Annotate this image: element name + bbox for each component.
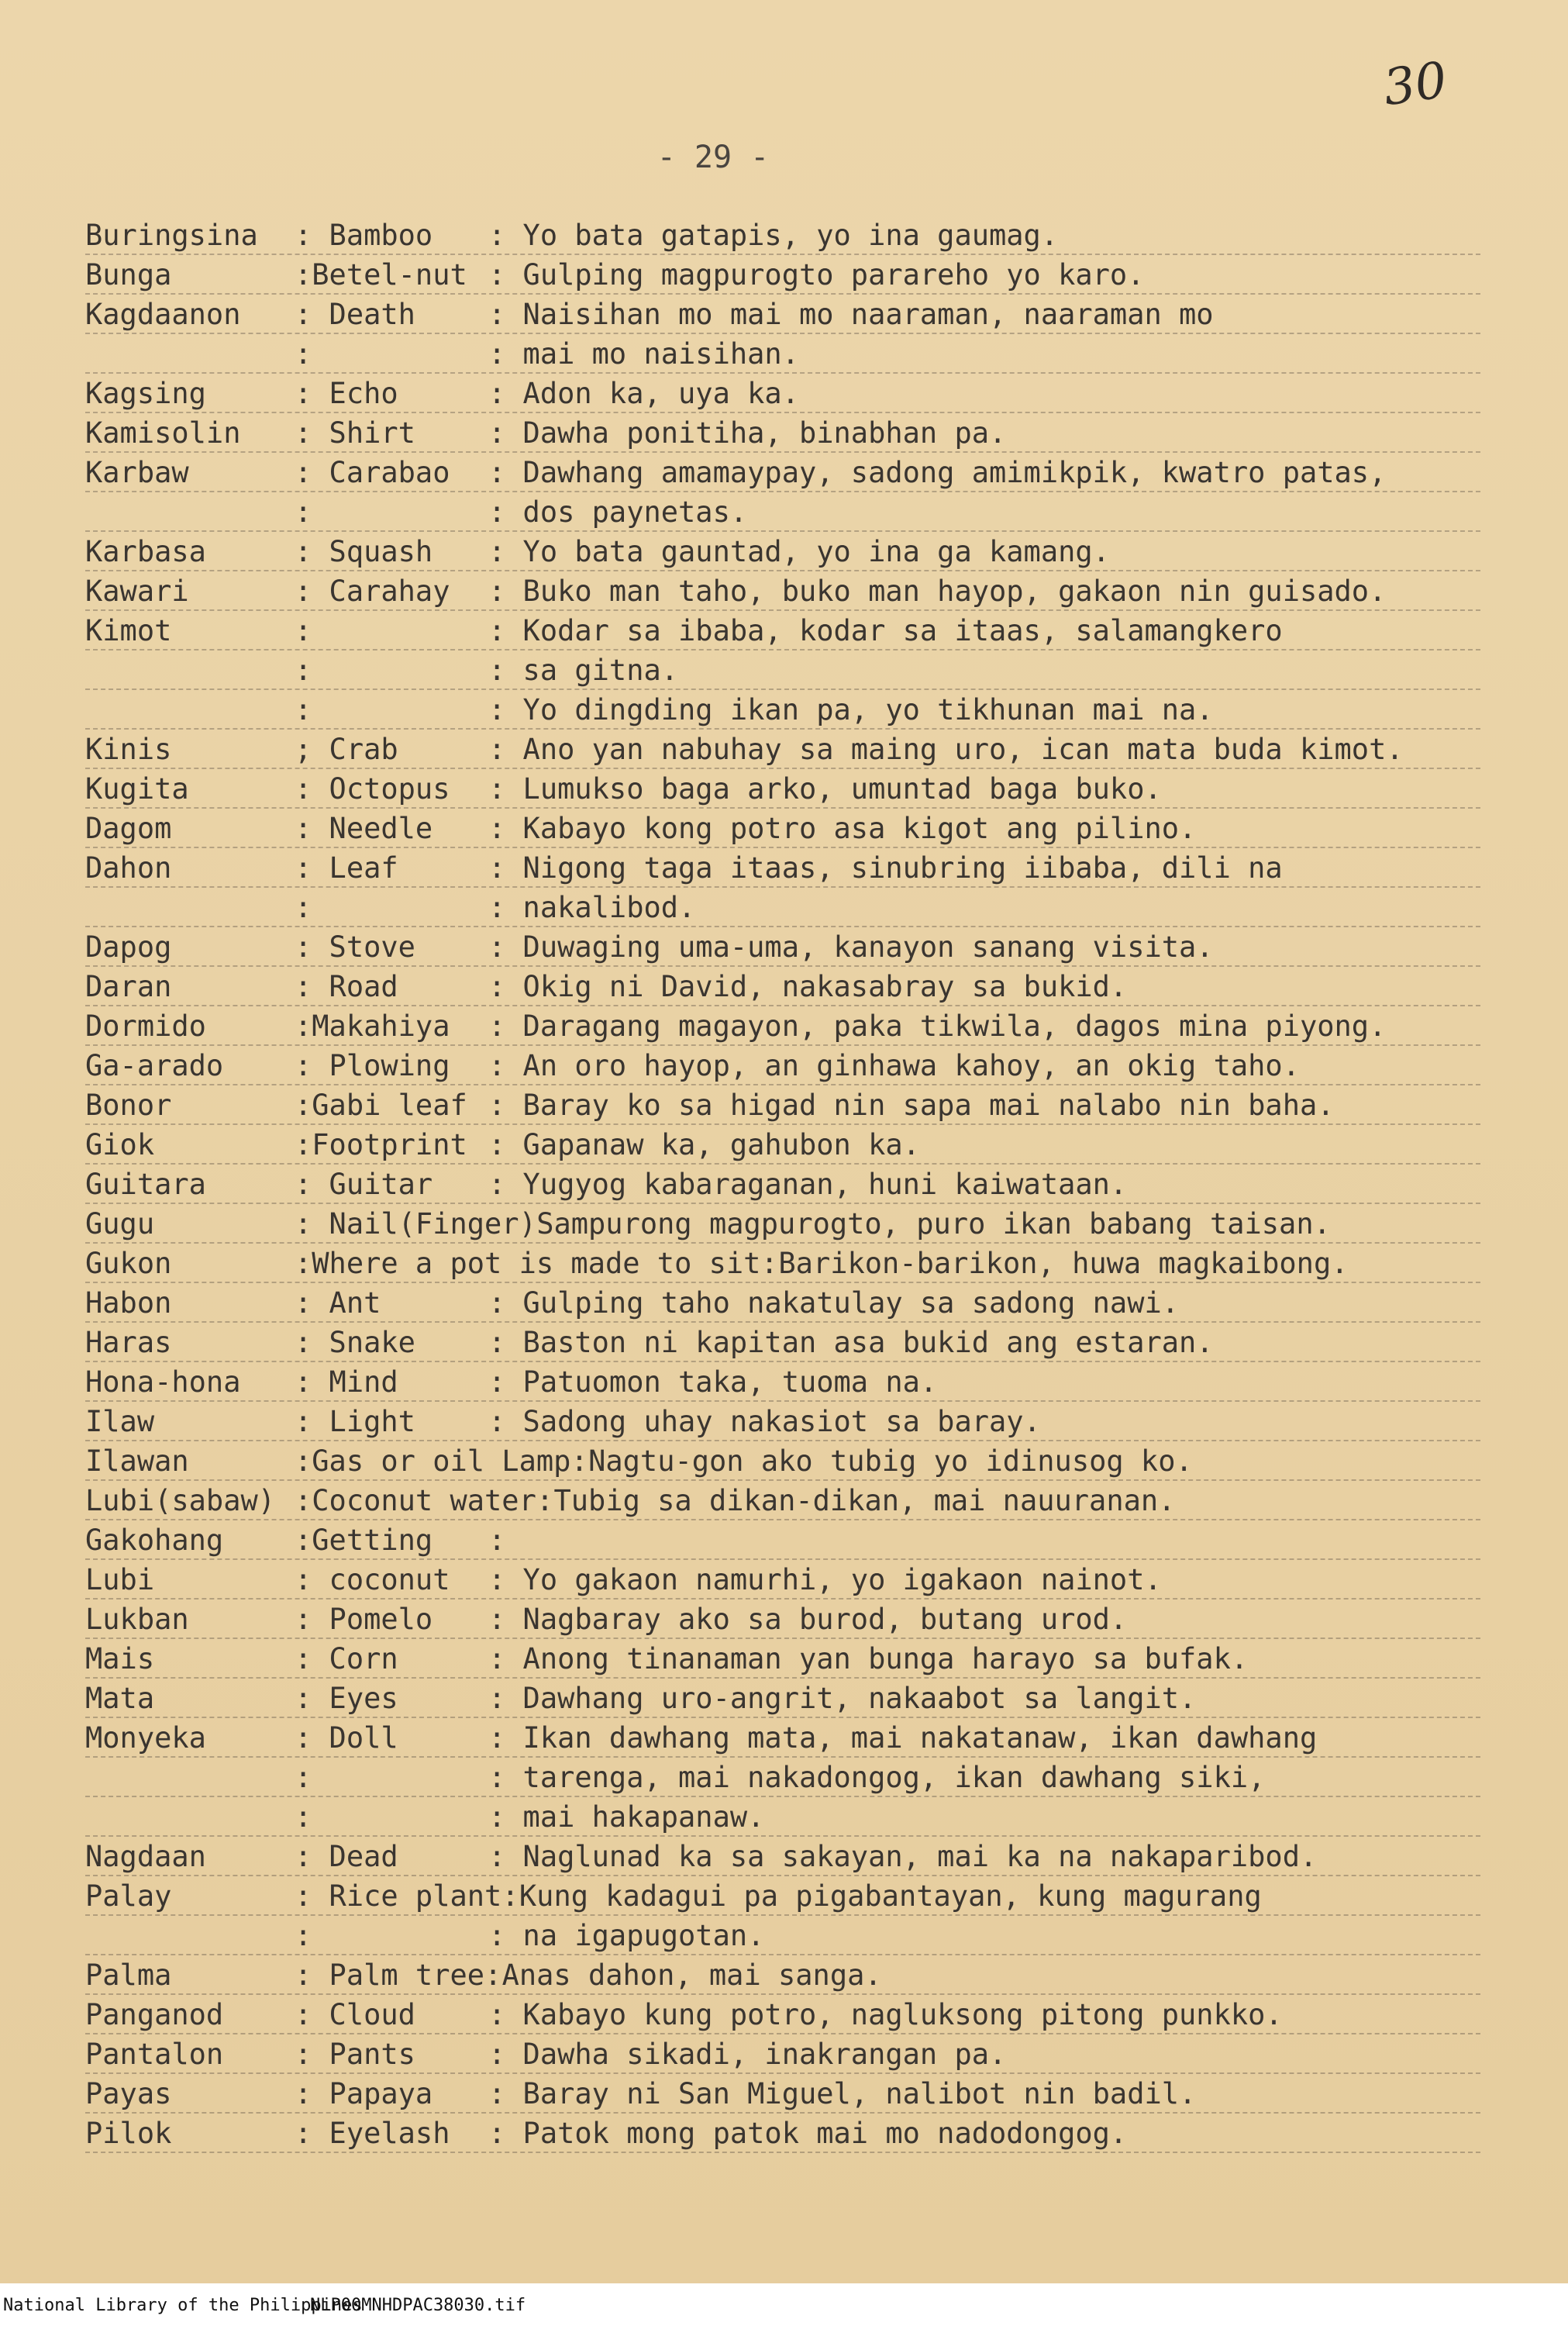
riddle-word: Guitara <box>85 1168 206 1201</box>
riddle-word: Kamisolin <box>85 416 241 450</box>
riddle-row <box>85 413 1480 453</box>
riddle-word: Kinis <box>85 733 172 766</box>
riddle-text: : Gapanaw ka, gahubon ka. <box>488 1128 920 1161</box>
riddle-row <box>85 1837 1480 1876</box>
riddle-english: : Death <box>295 298 415 331</box>
riddle-word: Ilaw <box>85 1405 155 1438</box>
riddle-english: : Leaf <box>295 851 398 885</box>
riddle-row <box>85 1283 1480 1323</box>
riddle-english: : coconut <box>295 1563 450 1596</box>
riddle-english: : <box>295 495 312 529</box>
riddle-text: : Anong tinanaman yan bunga harayo sa bufak. <box>488 1642 1249 1675</box>
riddle-row <box>85 1165 1480 1204</box>
riddle-english: : <box>295 1761 312 1794</box>
riddle-english: : Squash <box>295 535 433 568</box>
riddle-text: : Naglunad ka sa sakayan, mai ka na nakaparibod. <box>488 1840 1318 1873</box>
riddle-english: : Plowing <box>295 1049 450 1082</box>
riddle-english: : Carabao <box>295 456 450 489</box>
riddle-english: : Octopus <box>295 772 450 806</box>
riddle-english: : Stove <box>295 930 415 964</box>
riddle-english: : Light <box>295 1405 415 1438</box>
riddle-text: Anas dahon, mai sanga. <box>501 1958 882 1992</box>
riddle-word: Mais <box>85 1642 155 1675</box>
riddle-word: Palma <box>85 1958 172 1992</box>
riddle-english: : Pomelo <box>295 1603 433 1636</box>
riddle-text: : Baray ko sa higad nin sapa mai nalabo nin baha. <box>488 1089 1335 1122</box>
riddle-word: Gukon <box>85 1247 172 1280</box>
riddle-english: :Gas or oil Lamp: <box>295 1444 588 1478</box>
riddle-text: : mai hakapanaw. <box>488 1800 765 1834</box>
riddle-text: Nagtu-gon ako tubig yo idinusog ko. <box>588 1444 1193 1478</box>
riddle-word: Gakohang <box>85 1524 224 1557</box>
riddle-row <box>85 1520 1480 1560</box>
riddle-text: : Gulping magpurogto parareho yo karo. <box>488 258 1145 292</box>
riddle-row <box>85 1362 1480 1402</box>
riddle-text: : Baston ni kapitan asa bukid ang estaran. <box>488 1326 1214 1359</box>
riddle-row <box>85 1204 1480 1244</box>
riddle-text: : tarenga, mai nakadongog, ikan dawhang siki, <box>488 1761 1266 1794</box>
riddle-text: Tubig sa dikan-dikan, mai nauuranan. <box>553 1484 1176 1517</box>
riddle-word: Giok <box>85 1128 155 1161</box>
riddle-english: :Betel-nut <box>295 258 467 292</box>
riddle-english: : <box>295 1919 312 1952</box>
riddle-text: : Patuomon taka, tuoma na. <box>488 1365 938 1399</box>
riddle-text: : Nagbaray ako sa burod, butang urod. <box>488 1603 1128 1636</box>
riddle-row <box>85 927 1480 967</box>
riddle-text: : Kabayo kung potro, nagluksong pitong punkko. <box>488 1998 1283 2031</box>
riddle-english: : <box>295 614 312 647</box>
riddle-english: :Getting <box>295 1524 433 1557</box>
riddle-text: : mai mo naisihan. <box>488 337 799 371</box>
riddle-english: : Eyes <box>295 1682 398 1715</box>
riddle-row <box>85 1600 1480 1639</box>
riddle-text: : Duwaging uma-uma, kanayon sanang visita. <box>488 930 1214 964</box>
riddle-word: Pantalon <box>85 2038 224 2071</box>
riddle-text: : Yo bata gatapis, yo ina gaumag. <box>488 219 1059 252</box>
riddle-english: :Makahiya <box>295 1009 450 1043</box>
riddle-english: :Where a pot is made to sit: <box>295 1247 778 1280</box>
riddle-text: : Okig ni David, nakasabray sa bukid. <box>488 970 1128 1003</box>
riddle-word: Kugita <box>85 772 189 806</box>
riddle-text: : Ikan dawhang mata, mai nakatanaw, ikan dawhang <box>488 1721 1318 1755</box>
riddle-english: : Needle <box>295 812 433 845</box>
riddle-row <box>85 2034 1480 2074</box>
riddle-row <box>85 730 1480 769</box>
riddle-word: Dormido <box>85 1009 206 1043</box>
riddle-word: Lubi(sabaw) <box>85 1484 276 1517</box>
riddle-english: : <box>295 1800 312 1834</box>
riddle-text: : Ano yan nabuhay sa maing uro, ican mata buda kimot. <box>488 733 1404 766</box>
riddle-word: Kimot <box>85 614 172 647</box>
riddle-text: : Dawha sikadi, inakrangan pa. <box>488 2038 1007 2071</box>
riddle-row <box>85 1125 1480 1165</box>
riddle-row <box>85 453 1480 492</box>
riddle-text: : Dawhang uro-angrit, nakaabot sa langit. <box>488 1682 1197 1715</box>
riddle-word: Bunga <box>85 258 172 292</box>
riddle-text: : Dawhang amamaypay, sadong amimikpik, kwatro patas, <box>488 456 1387 489</box>
riddle-row <box>85 1955 1480 1995</box>
riddle-row <box>85 1085 1480 1125</box>
riddle-english: : Shirt <box>295 416 415 450</box>
riddle-row <box>85 690 1480 730</box>
riddle-text: : Yo gakaon namurhi, yo igakaon nainot. <box>488 1563 1162 1596</box>
riddle-text: : Dawha ponitiha, binabhan pa. <box>488 416 1007 450</box>
riddle-row <box>85 1006 1480 1046</box>
riddle-row <box>85 1481 1480 1520</box>
riddle-english: : Cloud <box>295 1998 415 2031</box>
riddle-english: : Pants <box>295 2038 415 2071</box>
riddle-word: Pilok <box>85 2117 172 2150</box>
riddle-english: : Nail(Finger) <box>295 1207 536 1241</box>
riddle-english: ; Crab <box>295 733 398 766</box>
riddle-row <box>85 492 1480 532</box>
riddle-text: : na igapugotan. <box>488 1919 765 1952</box>
riddle-word: Hona-hona <box>85 1365 241 1399</box>
riddle-english: : <box>295 337 312 371</box>
riddle-word: Payas <box>85 2077 172 2110</box>
riddle-row <box>85 1441 1480 1481</box>
riddle-text: : Lumukso baga arko, umuntad baga buko. <box>488 772 1162 806</box>
riddle-text: : An oro hayop, an ginhawa kahoy, an okig taho. <box>488 1049 1300 1082</box>
riddle-text: Sampurong magpurogto, puro ikan babang taisan. <box>536 1207 1331 1241</box>
riddle-word: Bonor <box>85 1089 172 1122</box>
riddle-english: : Rice plant: <box>295 1879 519 1913</box>
riddle-text: : <box>488 1524 506 1557</box>
riddle-english: : Ant <box>295 1286 381 1320</box>
riddle-row <box>85 1560 1480 1600</box>
riddle-row <box>85 1639 1480 1679</box>
riddle-word: Panganod <box>85 1998 224 2031</box>
riddle-word: Dahon <box>85 851 172 885</box>
riddle-row <box>85 1876 1480 1916</box>
riddle-word: Dapog <box>85 930 172 964</box>
riddle-text: : Kodar sa ibaba, kodar sa itaas, salamangkero <box>488 614 1283 647</box>
riddle-word: Kagsing <box>85 377 206 410</box>
footer-filename: NLP00MNHDPAC38030.tif <box>310 2296 526 2315</box>
riddle-english: :Footprint <box>295 1128 467 1161</box>
riddle-list <box>85 216 1480 2153</box>
riddle-english: : Palm tree: <box>295 1958 502 1992</box>
riddle-word: Monyeka <box>85 1721 206 1755</box>
handwritten-page-number: 30 <box>1380 51 1451 118</box>
riddle-row <box>85 1758 1480 1797</box>
riddle-word: Palay <box>85 1879 172 1913</box>
riddle-english: : Road <box>295 970 398 1003</box>
riddle-text: : nakalibod. <box>488 891 696 924</box>
riddle-english: : Corn <box>295 1642 398 1675</box>
riddle-english: : Mind <box>295 1365 398 1399</box>
riddle-word: Kagdaanon <box>85 298 241 331</box>
riddle-text: : Sadong uhay nakasiot sa baray. <box>488 1405 1041 1438</box>
riddle-text: : Patok mong patok mai mo nadodongog. <box>488 2117 1128 2150</box>
riddle-row <box>85 571 1480 611</box>
riddle-word: Dagom <box>85 812 172 845</box>
riddle-text: : Kabayo kong potro asa kigot ang pilino. <box>488 812 1197 845</box>
riddle-text: : Daragang magayon, paka tikwila, dagos mina piyong. <box>488 1009 1387 1043</box>
riddle-row <box>85 888 1480 927</box>
riddle-row <box>85 848 1480 888</box>
riddle-word: Lubi <box>85 1563 155 1596</box>
riddle-row <box>85 809 1480 848</box>
scan-footer <box>0 2283 1568 2326</box>
riddle-text: : dos paynetas. <box>488 495 748 529</box>
riddle-word: Habon <box>85 1286 172 1320</box>
riddle-row <box>85 967 1480 1006</box>
riddle-row <box>85 651 1480 690</box>
riddle-english: : Snake <box>295 1326 415 1359</box>
riddle-row <box>85 295 1480 334</box>
riddle-row <box>85 769 1480 809</box>
riddle-text: Kung kadagui pa pigabantayan, kung magurang <box>519 1879 1262 1913</box>
riddle-english: : Eyelash <box>295 2117 450 2150</box>
riddle-row <box>85 334 1480 374</box>
riddle-english: : <box>295 891 312 924</box>
riddle-english: : Carahay <box>295 575 450 608</box>
riddle-word: Buringsina <box>85 219 258 252</box>
riddle-row <box>85 1402 1480 1441</box>
riddle-word: Ga-arado <box>85 1049 224 1082</box>
riddle-row <box>85 532 1480 571</box>
riddle-english: : <box>295 654 312 687</box>
riddle-word: Gugu <box>85 1207 155 1241</box>
riddle-row <box>85 374 1480 413</box>
riddle-row <box>85 611 1480 651</box>
riddle-english: : Bamboo <box>295 219 433 252</box>
page-number: - 29 - <box>656 140 770 175</box>
riddle-english: : Doll <box>295 1721 398 1755</box>
riddle-text: : Buko man taho, buko man hayop, gakaon nin guisado. <box>488 575 1387 608</box>
riddle-text: : Adon ka, uya ka. <box>488 377 799 410</box>
riddle-row <box>85 1916 1480 1955</box>
riddle-text: : sa gitna. <box>488 654 679 687</box>
riddle-word: Karbasa <box>85 535 206 568</box>
riddle-row <box>85 2074 1480 2114</box>
riddle-row <box>85 2114 1480 2153</box>
riddle-english: : Dead <box>295 1840 398 1873</box>
riddle-english: : Echo <box>295 377 398 410</box>
riddle-row <box>85 1679 1480 1718</box>
riddle-row <box>85 1244 1480 1283</box>
riddle-text: : Yo bata gauntad, yo ina ga kamang. <box>488 535 1110 568</box>
riddle-word: Karbaw <box>85 456 189 489</box>
riddle-text: : Yugyog kabaraganan, huni kaiwataan. <box>488 1168 1128 1201</box>
riddle-row <box>85 1323 1480 1362</box>
riddle-text: : Naisihan mo mai mo naaraman, naaraman mo <box>488 298 1214 331</box>
riddle-word: Nagdaan <box>85 1840 206 1873</box>
riddle-english: : <box>295 693 312 726</box>
footer-source: National Library of the Philippines <box>3 2296 363 2315</box>
riddle-english: :Coconut water: <box>295 1484 554 1517</box>
riddle-row <box>85 1797 1480 1837</box>
riddle-row <box>85 1718 1480 1758</box>
riddle-row <box>85 1995 1480 2034</box>
riddle-word: Kawari <box>85 575 189 608</box>
riddle-word: Haras <box>85 1326 172 1359</box>
riddle-text: : Yo dingding ikan pa, yo tikhunan mai na. <box>488 693 1214 726</box>
riddle-english: : Guitar <box>295 1168 433 1201</box>
riddle-text: : Gulping taho nakatulay sa sadong nawi. <box>488 1286 1180 1320</box>
riddle-text: Barikon-barikon, huwa magkaibong. <box>778 1247 1349 1280</box>
riddle-word: Daran <box>85 970 172 1003</box>
riddle-row <box>85 255 1480 295</box>
riddle-word: Lukban <box>85 1603 189 1636</box>
riddle-word: Mata <box>85 1682 155 1715</box>
riddle-word: Ilawan <box>85 1444 189 1478</box>
riddle-text: : Nigong taga itaas, sinubring iibaba, dili na <box>488 851 1283 885</box>
riddle-text: : Baray ni San Miguel, nalibot nin badil. <box>488 2077 1197 2110</box>
riddle-row <box>85 216 1480 255</box>
riddle-english: :Gabi leaf <box>295 1089 467 1122</box>
riddle-english: : Papaya <box>295 2077 433 2110</box>
riddle-row <box>85 1046 1480 1085</box>
